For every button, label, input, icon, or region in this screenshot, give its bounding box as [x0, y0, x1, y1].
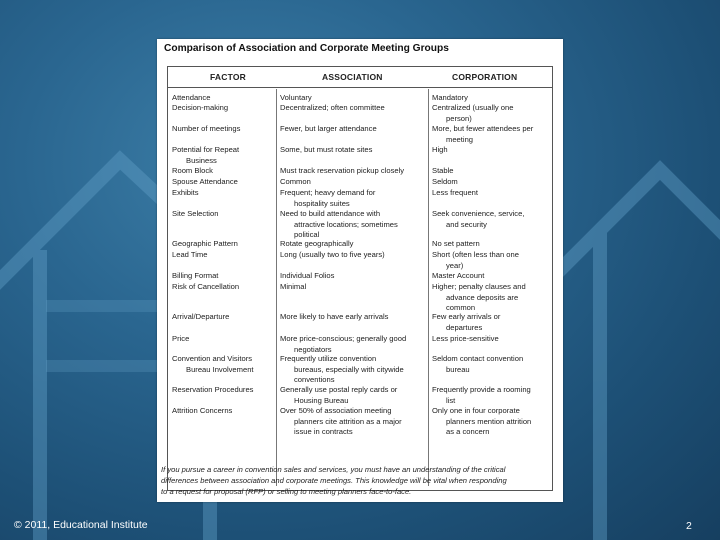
table-cell-association [280, 385, 397, 406]
column-divider [276, 89, 277, 486]
cell-line: planners cite attrition as a major [294, 416, 402, 426]
table-cell-association [280, 250, 385, 261]
table-cell-factor [172, 166, 213, 177]
table-cell-factor [172, 271, 218, 282]
cell-line: departures [446, 322, 483, 332]
table-cell-factor [172, 282, 239, 293]
cell-line: Room Block [172, 166, 213, 175]
cell-line: Some, but must rotate sites [280, 145, 373, 154]
table-cell-corporation [432, 385, 531, 406]
cell-line: Over 50% of association meeting [280, 406, 392, 415]
table-cell-factor [172, 103, 228, 114]
table-cell-association [280, 334, 406, 355]
cell-line: Higher; penalty clauses and [432, 282, 526, 291]
footnote-line: differences between association and corporate meetings. This knowledge will be vital when responding [161, 475, 507, 485]
cell-line: Decision-making [172, 103, 229, 112]
table-cell-association [280, 209, 398, 241]
cell-line: More, but fewer attendees per [432, 124, 534, 133]
cell-line: Risk of Cancellation [172, 282, 240, 291]
cell-line: Number of meetings [172, 124, 241, 133]
cell-line: person) [446, 113, 472, 123]
table-cell-association [280, 188, 375, 209]
cell-line: conventions [294, 375, 335, 385]
table-cell-association [280, 406, 402, 438]
cell-line: More likely to have early arrivals [280, 312, 389, 321]
header-factor: FACTOR [210, 72, 246, 82]
cell-line: Reservation Procedures [172, 385, 254, 394]
table-cell-factor [172, 334, 189, 345]
footnote-line: If you pursue a career in convention sales and services, you must have an understanding of the critical [161, 465, 506, 474]
cell-line: Attendance [172, 93, 211, 102]
cell-line: Master Account [432, 271, 485, 280]
cell-line: planners mention attrition [446, 416, 532, 426]
cell-line: Fewer, but larger attendance [280, 124, 377, 133]
table-cell-factor [172, 406, 232, 417]
cell-line: bureaus, especially with citywide [294, 364, 404, 374]
table-cell-factor [172, 312, 229, 323]
table-cell-corporation [432, 166, 454, 177]
cell-line: Exhibits [172, 188, 199, 197]
cell-line: Few early arrivals or [432, 312, 501, 321]
table-cell-factor [172, 177, 238, 188]
document-title: Comparison of Association and Corporate Meeting Groups [164, 43, 449, 54]
table-cell-corporation [432, 188, 478, 199]
table-cell-corporation [432, 145, 448, 156]
cell-line: Individual Folios [280, 271, 335, 280]
table-cell-factor [172, 209, 218, 220]
table-cell-corporation [432, 282, 526, 314]
column-divider [428, 89, 429, 486]
table-cell-corporation [432, 271, 484, 282]
cell-line: Less frequent [432, 188, 479, 197]
cell-line: Business [186, 155, 217, 165]
cell-line: Seldom contact convention [432, 354, 524, 363]
cell-line: Short (often less than one [432, 250, 519, 259]
copyright-footer: © 2011, Educational Institute [14, 519, 148, 531]
cell-line: list [446, 395, 456, 405]
table-cell-corporation [432, 250, 519, 271]
table-cell-corporation [432, 93, 468, 104]
cell-line: and security [446, 219, 487, 229]
cell-line: No set pattern [432, 239, 480, 248]
document-footnote [161, 465, 567, 497]
table-cell-association [280, 145, 372, 156]
table-cell-corporation [432, 177, 458, 188]
table-cell-factor [172, 188, 199, 199]
cell-line: Lead Time [172, 250, 208, 259]
cell-line: Frequent; heavy demand for [280, 188, 376, 197]
cell-line: Site Selection [172, 209, 219, 218]
table-cell-corporation [432, 406, 531, 438]
table-cell-association [280, 124, 377, 135]
cell-line: Must track reservation pickup closely [280, 166, 405, 175]
cell-line: Seek convenience, service, [432, 209, 525, 218]
cell-line: Rotate geographically [280, 239, 354, 248]
cell-line: Common [280, 177, 311, 186]
table-cell-association [280, 354, 404, 386]
cell-line: Attrition Concerns [172, 406, 233, 415]
cell-line: Bureau Involvement [186, 364, 254, 374]
header-association: ASSOCIATION [322, 72, 383, 82]
table-cell-association [280, 93, 312, 104]
table-cell-association [280, 282, 306, 293]
table-cell-corporation [432, 334, 499, 345]
table-cell-corporation [432, 209, 524, 230]
cell-line: More price-conscious; generally good [280, 334, 407, 343]
cell-line: Voluntary [280, 93, 312, 102]
table-cell-association [280, 312, 388, 323]
cell-line: Convention and Visitors [172, 354, 253, 363]
cell-line: political [294, 230, 320, 240]
cell-line: issue in contracts [294, 427, 353, 437]
table-cell-association [280, 271, 334, 282]
cell-line: meeting [446, 134, 474, 144]
cell-line: Seldom [432, 177, 458, 186]
comparison-table [167, 66, 553, 491]
table-cell-factor [172, 354, 254, 375]
header-corporation: CORPORATION [452, 72, 518, 82]
cell-line: attractive locations; sometimes [294, 219, 398, 229]
cell-line: Need to build attendance with [280, 209, 381, 218]
table-cell-factor [172, 145, 239, 166]
cell-line: advance deposits are [446, 292, 519, 302]
table-cell-factor [172, 93, 210, 104]
cell-line: Mandatory [432, 93, 468, 102]
cell-line: Potential for Repeat [172, 145, 240, 154]
footnote-line: to a request for proposal (RFP) or selling to meeting planners face-to-face. [161, 486, 412, 496]
table-cell-corporation [432, 239, 480, 250]
table-cell-association [280, 166, 404, 177]
cell-line: hospitality suites [294, 198, 350, 208]
cell-line: year) [446, 260, 464, 270]
table-cell-corporation [432, 312, 500, 333]
cell-line: bureau [446, 364, 470, 374]
table-cell-factor [172, 239, 238, 250]
table-cell-corporation [432, 103, 513, 124]
cell-line: Centralized (usually one [432, 103, 514, 112]
cell-line: Spouse Attendance [172, 177, 238, 186]
cell-line: High [432, 145, 448, 154]
table-cell-corporation [432, 354, 523, 375]
cell-line: as a concern [446, 427, 490, 437]
cell-line: Geographic Pattern [172, 239, 238, 248]
cell-line: Minimal [280, 282, 307, 291]
cell-line: Stable [432, 166, 454, 175]
table-cell-association [280, 239, 353, 250]
cell-line: Generally use postal reply cards or [280, 385, 398, 394]
table-cell-association [280, 103, 385, 114]
table-cell-corporation [432, 124, 533, 145]
cell-line: Arrival/Departure [172, 312, 230, 321]
comparison-document [157, 39, 563, 502]
cell-line: Less price-sensitive [432, 334, 499, 343]
table-cell-association [280, 177, 311, 188]
cell-line: Frequently provide a rooming [432, 385, 531, 394]
cell-line: common [446, 303, 476, 313]
cell-line: Decentralized; often committee [280, 103, 385, 112]
table-cell-factor [172, 124, 240, 135]
cell-line: Only one in four corporate [432, 406, 520, 415]
cell-line: Long (usually two to five years) [280, 250, 385, 259]
cell-line: Frequently utilize convention [280, 354, 377, 363]
cell-line: Billing Format [172, 271, 219, 280]
cell-line: negotiators [294, 344, 332, 354]
table-cell-factor [172, 385, 253, 396]
cell-line: Price [172, 334, 190, 343]
cell-line: Housing Bureau [294, 395, 349, 405]
slide-page-number: 2 [686, 520, 692, 532]
table-cell-factor [172, 250, 207, 261]
table-header-row [168, 67, 552, 88]
